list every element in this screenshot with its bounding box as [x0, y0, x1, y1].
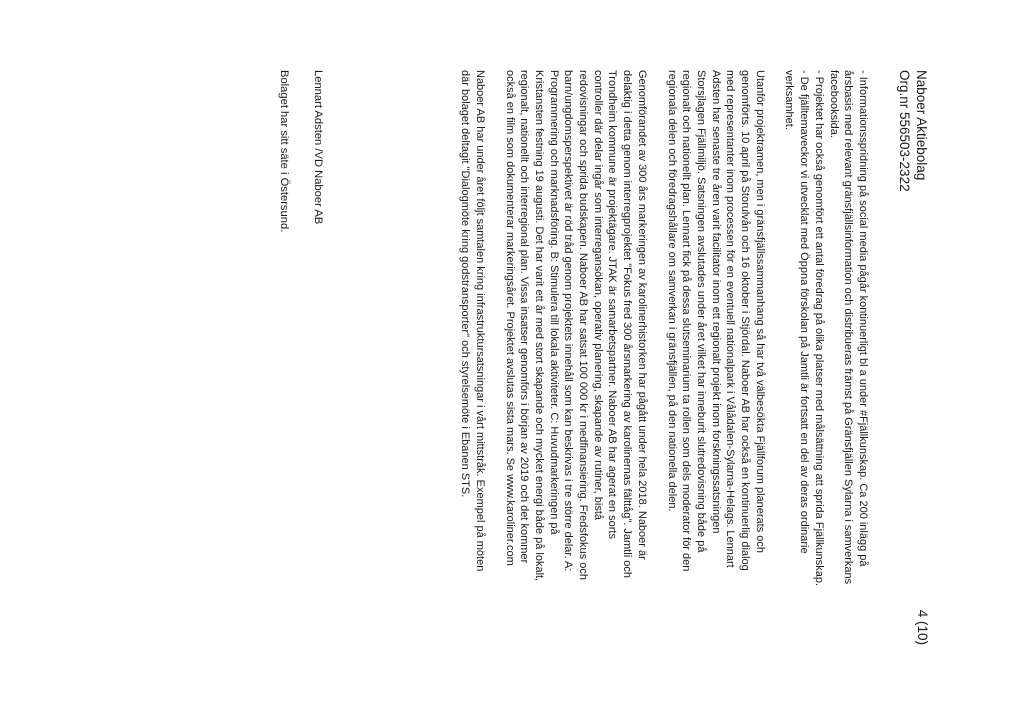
- paragraph-line: genomförts. 10 april på Storulvån och 16 oktober i Stjördal. Naboer AB har också en kontinuerlig dialog: [739, 70, 752, 571]
- paragraph-line: Naboer AB har under året följt samtalen kring infrastruktursatsningar i vårt mittstråk. Exempel på möten: [473, 70, 486, 572]
- paragraph-line: också en film som dokumenterar markeringsåret. Projektet avslutas sista mars. Se www.karoliner.com: [503, 70, 516, 566]
- paragraph-line: Adsten har senaste tre åren varit facilitator inom ett regionalt projekt inom forskningssatsningen: [709, 70, 722, 534]
- paragraph-karoliner: [502, 70, 649, 660]
- paragraph-line: där bolaget deltagit "Dialogmöte kring godstransporter" och styrelsemöte i Ebanen STS.: [459, 70, 472, 498]
- org-number: Org.nr 556503-2322: [897, 70, 912, 192]
- bullet-line: - Informationsspridning på social media pågår kontinuerligt bl a under #Fjällkunskap. Ca 200 inlägg på: [857, 70, 869, 567]
- document-header: [896, 70, 930, 192]
- paragraph-line: med representanter inom processen för en eventuell nationalpark i Vålådalen-Sylarna-Helags. Lennart: [724, 70, 737, 568]
- bullet-line: - Projektet har också genomfört ett antal föredrag på olika platser med målsättning att sprida Fjällkunskap.: [812, 70, 825, 587]
- paragraph-line: Genomförandet av 300 års markeringen av karolinerhistorken har pågått under hela 2018. Naboer är: [635, 70, 648, 560]
- paragraph-line: redovisningar och sprida budskapen. Naboer AB har satsat 100 000 kr i medfinansiering. Fredsfokus och: [577, 70, 590, 580]
- paragraph-line: Storsjlagen Fjällmiljö. Satsningen avslutades under året vilket har inneburit slutredovisning både på: [694, 70, 707, 553]
- bullet-line: årsbasis med relevant gränsfjällsinformation och distribueras främst på Gränsfjällen Sylarna i samverkans: [842, 70, 855, 585]
- paragraph-line: Programmering och marknadsföring. B: Stimulera till lokala aktiviteter. C: Huvudmarkeringen på: [547, 70, 560, 535]
- bullet-line: - De fjälltemaveckor vi utvecklat med Öppna förskolan på Jamtli är fortsatt en del av deras ordinarie: [798, 70, 811, 554]
- paragraph-line: regionalt och nationellt plan. Lennart fick på dessa slutseminarium ta rollen som dels moderator för den: [680, 70, 693, 572]
- company-seat: Bolaget har sitt säte i Östersund.: [278, 70, 290, 233]
- page-number: 4 (10): [915, 609, 930, 645]
- paragraph-line: barn/ungdomsperspektivet är röd tråd genom projektets innehåll som kan beskrivas i tre större delar. A:: [562, 70, 575, 572]
- signature-line: Lennart Adsten /VD Naboer AB: [312, 70, 324, 225]
- paragraph-line: Kristansten festning 19 augusti. Det har varit ett år med stort skapande och mycket energi både på lokalt,: [532, 70, 545, 582]
- document-body: [457, 70, 870, 660]
- paragraph-line: Trondheim kommune är projektägare. JTAK är samarbetspartner. Naboer AB har agerat en sorts: [606, 70, 619, 539]
- paragraph-fjallforum: [664, 70, 767, 660]
- paragraph-line: regionalt, nationellt och interregional plan. Vissa insatser genomförs i början av 2019 och det kommer: [518, 70, 531, 564]
- bullet-line: facebooksida.: [827, 70, 840, 138]
- paragraph-line: delaktig i detta genom interregprojektet "Fokus fred 300 årsmarkering av karolinernas fälttåg". Jamtli och: [621, 70, 634, 578]
- company-name: Naboer Aktiebolag: [914, 70, 929, 181]
- paragraph-line: controller där delar ingår som interregansökan, operativ planering, skapande av rutiner, bistå: [591, 70, 604, 521]
- bullet-line: verksamhet.: [783, 70, 796, 130]
- paragraph-line: regionala delen och föredragshållare om samverkan i gränsfjällen, på den nationella delen.: [665, 70, 678, 512]
- paragraph-line: Utanför projektramen, men i gränsfjällssammanhang så har två välbesökta Fjällforum planerats och: [753, 70, 766, 554]
- paragraph-infrastructure: [457, 70, 486, 660]
- bullet-list: [782, 70, 870, 660]
